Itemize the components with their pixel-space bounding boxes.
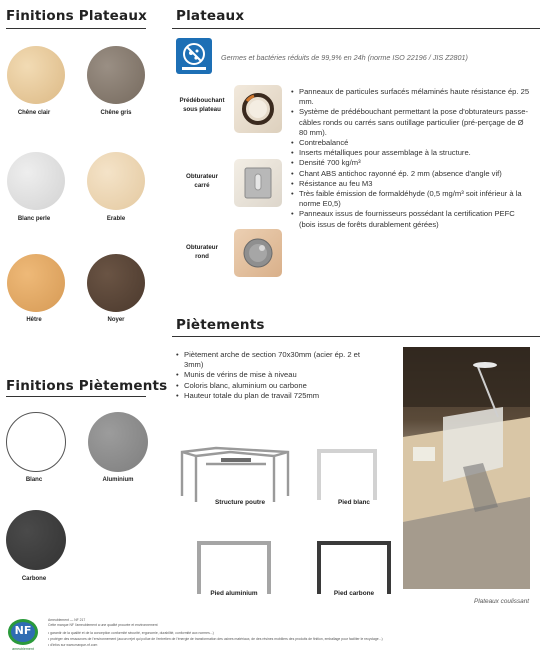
option-label: Obturateur rond bbox=[186, 244, 218, 260]
swatch-chene-clair bbox=[7, 46, 65, 104]
feature-item: • Contrebalancé bbox=[291, 138, 531, 148]
option-label: Prédébouchant sous plateau bbox=[179, 97, 225, 113]
swatch-noyer bbox=[87, 254, 145, 312]
footer-line: • d'infos sur www.marque-nf.com bbox=[48, 643, 98, 647]
swatch-label: Hêtre bbox=[26, 317, 42, 323]
swatch-label: Blanc perle bbox=[17, 216, 51, 222]
feature-item: • Très faible émission de formaldéhyde (0,5 mg/m³ soit inférieur à la norme E0,5) bbox=[291, 189, 531, 209]
frame-label: Pied carbone bbox=[333, 590, 375, 597]
feature-item: • Hauteur totale du plan de travail 725mm bbox=[176, 391, 376, 401]
obturateur-carre-image bbox=[234, 159, 282, 207]
finitions-plateaux-title: Finitions Plateaux bbox=[6, 8, 148, 24]
feature-item: • Munis de vérins de mise à niveau bbox=[176, 370, 376, 380]
pied-carbone-image bbox=[316, 540, 392, 594]
option-label: Obturateur carré bbox=[186, 173, 218, 189]
footer-line: Cette marque NF l'ameublement a une qualité prouvée et environnement bbox=[48, 623, 158, 627]
feature-item: • Piètement arche de section 70x30mm (acier ép. 2 et 3mm) bbox=[176, 350, 376, 370]
divider bbox=[6, 28, 146, 29]
antibacterial-badge-icon bbox=[176, 38, 212, 74]
nf-logo-text: NF bbox=[14, 624, 32, 637]
swatch-hetre bbox=[7, 254, 65, 312]
feature-item: • Chant ABS antichoc rayonné ép. 2 mm (absence d'angle vif) bbox=[291, 169, 531, 179]
pied-blanc-image bbox=[316, 448, 378, 500]
swatch-label: Carbone bbox=[21, 576, 47, 582]
pietements-title: Piètements bbox=[176, 317, 265, 333]
feature-item: • Système de prédébouchant permettant la pose d'obturateurs passe-câbles ronds ou carrés sans outillage particulier (pré-perçage de Ø 80 mm). bbox=[291, 107, 531, 138]
frame-label: Pied blanc bbox=[338, 499, 370, 506]
frame-label: Pied aluminium bbox=[210, 590, 258, 597]
swatch-blanc-perle bbox=[7, 152, 65, 210]
swatch-label: Aluminium bbox=[102, 477, 134, 483]
swatch-erable bbox=[87, 152, 145, 210]
feature-item: • Inserts métalliques pour assemblage à la structure. bbox=[291, 148, 531, 158]
nf-logo-sub: ameublement bbox=[12, 647, 34, 651]
obturateur-rond-image bbox=[234, 229, 282, 277]
nf-logo bbox=[6, 616, 40, 656]
photo-caption: Plateaux coulissant bbox=[474, 598, 530, 605]
swatch-blanc bbox=[6, 412, 66, 472]
feature-item: • Panneaux issus de fournisseurs possédant la certification PEFC (bois issus de forêts durablement gérées) bbox=[291, 209, 531, 229]
swatch-label: Noyer bbox=[107, 317, 125, 323]
feature-item: • Densité 700 kg/m³ bbox=[291, 158, 531, 168]
structure-poutre-image bbox=[176, 444, 294, 506]
footer-line: Ameublement — NF 217 bbox=[48, 618, 86, 622]
pietements-features bbox=[176, 350, 376, 401]
divider bbox=[172, 28, 540, 29]
finitions-pietements-title: Finitions Piètements bbox=[6, 378, 168, 394]
desk-photo bbox=[403, 347, 530, 589]
divider bbox=[172, 336, 540, 337]
footer-line: • protéger des ressources de l'environnement (aucun rejet qui pollue de l'entretien de l'énergie de transformation des usines matériaux, de des résines mobiliers des produits de finition, emballage pour faciliter le recyclage...) bbox=[48, 637, 383, 641]
swatch-chene-gris bbox=[87, 46, 145, 104]
swatch-label: Chêne clair bbox=[17, 110, 51, 116]
footer-line: • garantir de la qualité et de la conception conformité sécurité, ergonomie, durabilité, conformité aux normes...) bbox=[48, 631, 214, 635]
swatch-carbone bbox=[6, 510, 66, 570]
plateaux-features bbox=[291, 87, 531, 230]
plateaux-title: Plateaux bbox=[176, 8, 245, 24]
frame-label: Structure poutre bbox=[214, 499, 266, 506]
swatch-label: Chêne gris bbox=[100, 110, 132, 116]
swatch-aluminium bbox=[88, 412, 148, 472]
pied-aluminium-image bbox=[196, 540, 272, 594]
feature-item: • Panneaux de particules surfacés mélaminés haute résistance ép. 25 mm. bbox=[291, 87, 531, 107]
germs-text: Germes et bactéries réduits de 99,9% en 24h (norme ISO 22196 / JIS Z2801) bbox=[221, 53, 468, 62]
predebouchant-image bbox=[234, 85, 282, 133]
swatch-label: Erable bbox=[106, 216, 126, 222]
feature-item: • Résistance au feu M3 bbox=[291, 179, 531, 189]
swatch-label: Blanc bbox=[25, 477, 43, 483]
divider bbox=[6, 396, 146, 397]
feature-item: • Coloris blanc, aluminium ou carbone bbox=[176, 381, 376, 391]
